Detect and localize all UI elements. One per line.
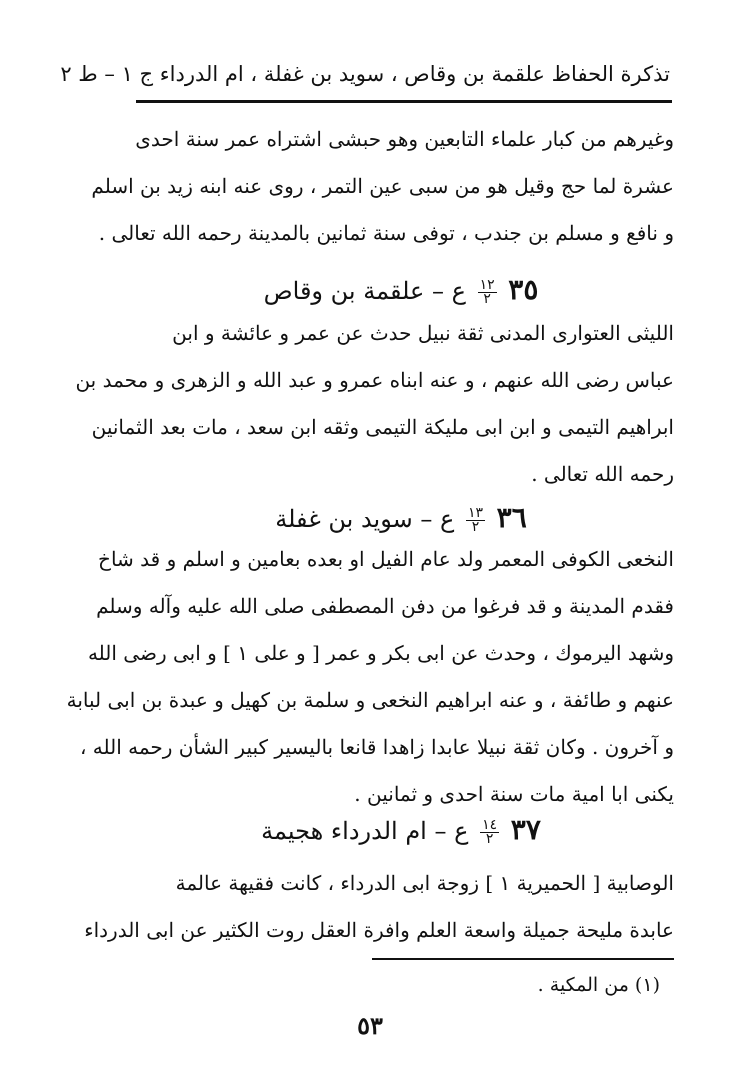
page-number: ٥٣ <box>357 1011 383 1040</box>
fraction <box>466 507 485 534</box>
footnote-rule <box>372 958 674 960</box>
entry-body-35 <box>75 310 674 498</box>
fraction <box>480 819 499 846</box>
fraction <box>478 279 497 306</box>
text-line: ابراهيم التيمى و ابن ابى مليكة التيمى وثقه ابن سعد ، مات بعد الثمانين <box>91 415 674 439</box>
text-line: وغيرهم من كبار علماء التابعين وهو حبشى اشتراه عمر سنة احدى <box>135 127 674 151</box>
fraction-numerator: ١٢ <box>479 277 495 293</box>
entry-marker: ع <box>451 277 466 305</box>
entry-dash: – <box>434 817 447 845</box>
entry-heading-36 <box>128 498 674 539</box>
header-rule <box>136 100 672 103</box>
entry-heading-37 <box>128 810 674 851</box>
text-line: النخعى الكوفى المعمر ولد عام الفيل او بعده بعامين و اسلم و قد شاخ <box>98 547 674 571</box>
entry-number: ٣٧ <box>510 813 541 846</box>
entry-name: ام الدرداء هجيمة <box>261 817 427 845</box>
entry-number: ٣٥ <box>508 273 539 306</box>
text-line: الليثى العتوارى المدنى ثقة نبيل حدث عن عمر و عائشة و ابن <box>172 321 674 345</box>
text-line: عنهم و طائفة ، و عنه ابراهيم النخعى و سلمة بن كهيل و عبدة بن ابى لبابة <box>66 688 674 712</box>
entry-dash: – <box>420 505 433 533</box>
text-line: الوصابية [ الحميرية ١ ] زوجة ابى الدرداء ، كانت فقيهة عالمة <box>175 871 674 895</box>
entry-name: علقمة بن وقاص <box>263 277 425 305</box>
text-line: فقدم المدينة و قد فرغوا من دفن المصطفى صلى الله عليه وآله وسلم <box>96 594 674 618</box>
footnote: (١) من المكية . <box>537 974 660 996</box>
running-head: تذكرة الحفاظ علقمة بن وقاص ، سويد بن غفلة ، ام الدرداء ج ١ – ط ٢ <box>60 62 670 86</box>
text-line: عابدة مليحة جميلة واسعة العلم وافرة العقل روت الكثير عن ابى الدرداء <box>84 918 674 942</box>
text-line: و آخرون . وكان ثقة نبيلا عابدا زاهدا قانعا باليسير كبير الشأن رحمه الله ، <box>79 735 674 759</box>
entry-name: سويد بن غفلة <box>275 505 413 533</box>
entry-marker: ع <box>440 505 455 533</box>
fraction-denominator: ٢ <box>485 831 494 847</box>
fraction-numerator: ١٣ <box>467 505 484 521</box>
text-line: يكنى ابا امية مات سنة احدى و ثمانين . <box>354 782 674 806</box>
text-line: عباس رضى الله عنهم ، و عنه ابناه عمرو و عبد الله و الزهرى و محمد بن <box>75 368 674 392</box>
fraction-denominator: ٢ <box>483 291 491 307</box>
text-line: و نافع و مسلم بن جندب ، توفى سنة ثمانين بالمدينة رحمه الله تعالى . <box>98 221 674 245</box>
text-line: رحمه الله تعالى . <box>531 462 674 486</box>
entry-heading-35 <box>128 270 674 311</box>
entry-marker: ع <box>454 817 469 845</box>
text-line: وشهد اليرموك ، وحدث عن ابى بكر و عمر [ و على ١ ] و ابى رضى الله <box>87 641 674 665</box>
entry-number: ٣٦ <box>496 501 527 534</box>
entry-body-37 <box>84 860 674 954</box>
entry-body-36 <box>66 536 674 818</box>
fraction-denominator: ٢ <box>471 519 480 535</box>
intro-paragraph <box>91 116 674 257</box>
text-line: عشرة لما حج وقيل هو من سبى عين التمر ، روى عنه ابنه زيد بن اسلم <box>91 174 674 198</box>
fraction-numerator: ١٤ <box>482 817 498 833</box>
entry-dash: – <box>432 277 444 305</box>
